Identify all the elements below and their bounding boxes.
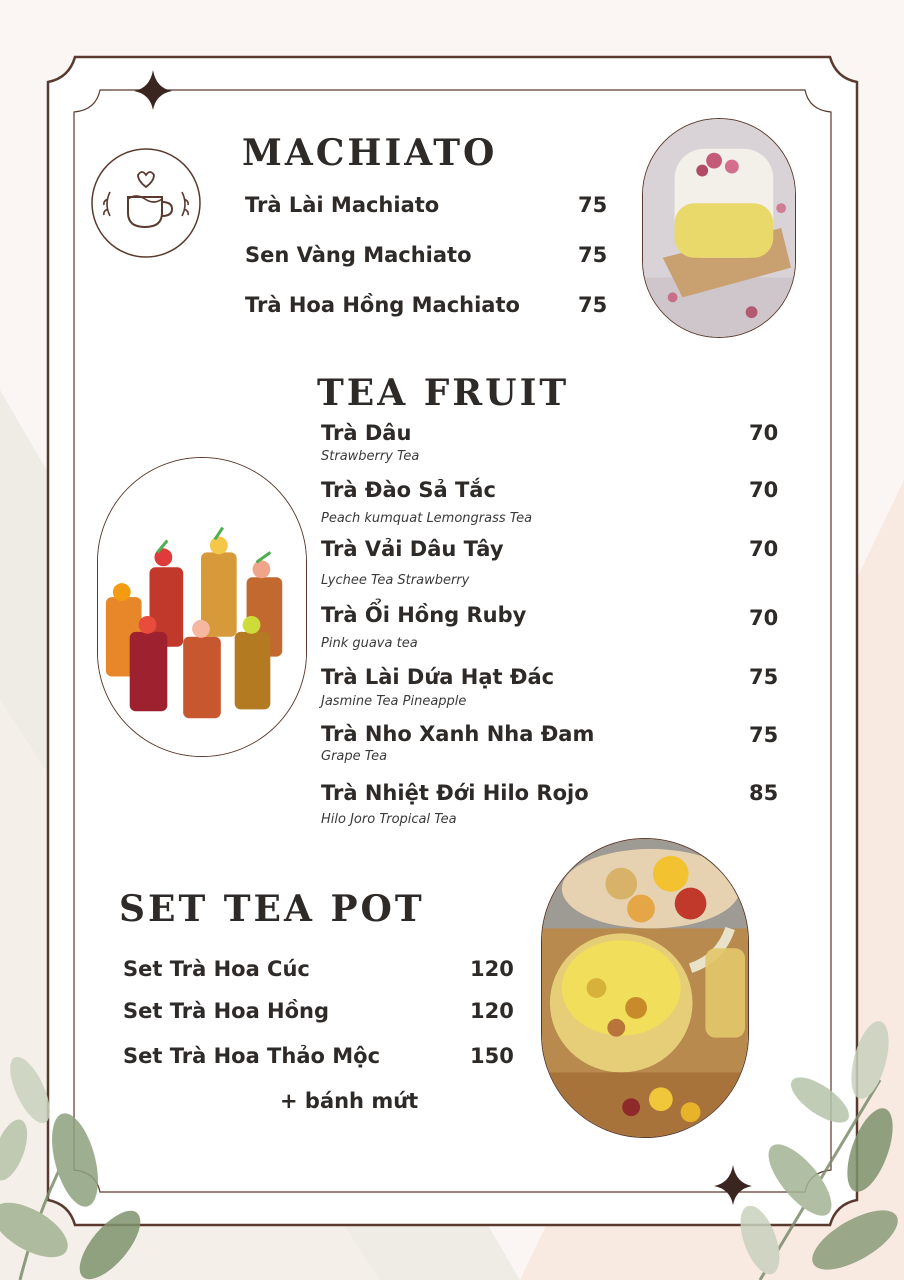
set-tea-pot-item-price: 120 (470, 957, 514, 981)
tea-fruit-item-price: 75 (749, 665, 779, 689)
set-tea-pot-item-name: Set Trà Hoa Hồng (123, 999, 330, 1023)
set-tea-pot-title: SET TEA POT (119, 888, 425, 930)
machiato-item-price: 75 (578, 243, 608, 267)
tea-pot-set-photo (541, 838, 749, 1138)
machiato-item-name: Trà Hoa Hồng Machiato (245, 293, 520, 317)
tea-fruit-item-subtitle: Lychee Tea Strawberry (321, 573, 470, 588)
tea-fruit-item-price: 70 (749, 421, 779, 445)
tea-fruit-item-name: Trà Lài Dứa Hạt Đác (321, 665, 555, 689)
tea-fruit-item-subtitle: Strawberry Tea (321, 449, 420, 464)
tea-fruit-item-price: 70 (749, 478, 779, 502)
tea-fruit-item-name: Trà Nho Xanh Nha Đam (321, 722, 595, 746)
set-tea-pot-item-name: Set Trà Hoa Thảo Mộc (123, 1044, 381, 1068)
tea-fruit-item-price: 75 (749, 723, 779, 747)
tea-fruit-item-name: Trà Ổi Hồng Ruby (321, 603, 527, 627)
machiato-title: MACHIATO (242, 132, 498, 174)
set-tea-pot-extra: + bánh mứt (280, 1089, 419, 1113)
tea-fruit-title: TEA FRUIT (317, 372, 570, 414)
tea-fruit-item-subtitle: Hilo Joro Tropical Tea (321, 812, 457, 827)
machiato-item-name: Sen Vàng Machiato (245, 243, 472, 267)
tea-fruit-item-price: 70 (749, 606, 779, 630)
set-tea-pot-item-price: 150 (470, 1044, 514, 1068)
tea-fruit-item-name: Trà Dâu (321, 421, 412, 445)
machiato-item-name: Trà Lài Machiato (245, 193, 440, 217)
tea-fruit-item-subtitle: Pink guava tea (321, 636, 418, 651)
tea-fruit-item-subtitle: Peach kumquat Lemongrass Tea (321, 511, 533, 526)
set-tea-pot-item-price: 120 (470, 999, 514, 1023)
machiato-item-price: 75 (578, 293, 608, 317)
tea-fruit-item-name: Trà Vải Dâu Tây (321, 537, 504, 561)
machiato-item-price: 75 (578, 193, 608, 217)
tea-fruit-item-subtitle: Jasmine Tea Pineapple (321, 694, 467, 709)
coffee-cup-heart-logo-icon (90, 147, 202, 259)
fruit-tea-drinks-photo (97, 457, 307, 757)
set-tea-pot-item-name: Set Trà Hoa Cúc (123, 957, 310, 981)
tea-fruit-item-price: 85 (749, 781, 779, 805)
tea-fruit-item-subtitle: Grape Tea (321, 749, 388, 764)
machiato-drink-photo (642, 118, 796, 338)
tea-fruit-item-price: 70 (749, 537, 779, 561)
tea-fruit-item-name: Trà Nhiệt Đới Hilo Rojo (321, 781, 589, 805)
tea-fruit-item-name: Trà Đào Sả Tắc (321, 478, 496, 502)
